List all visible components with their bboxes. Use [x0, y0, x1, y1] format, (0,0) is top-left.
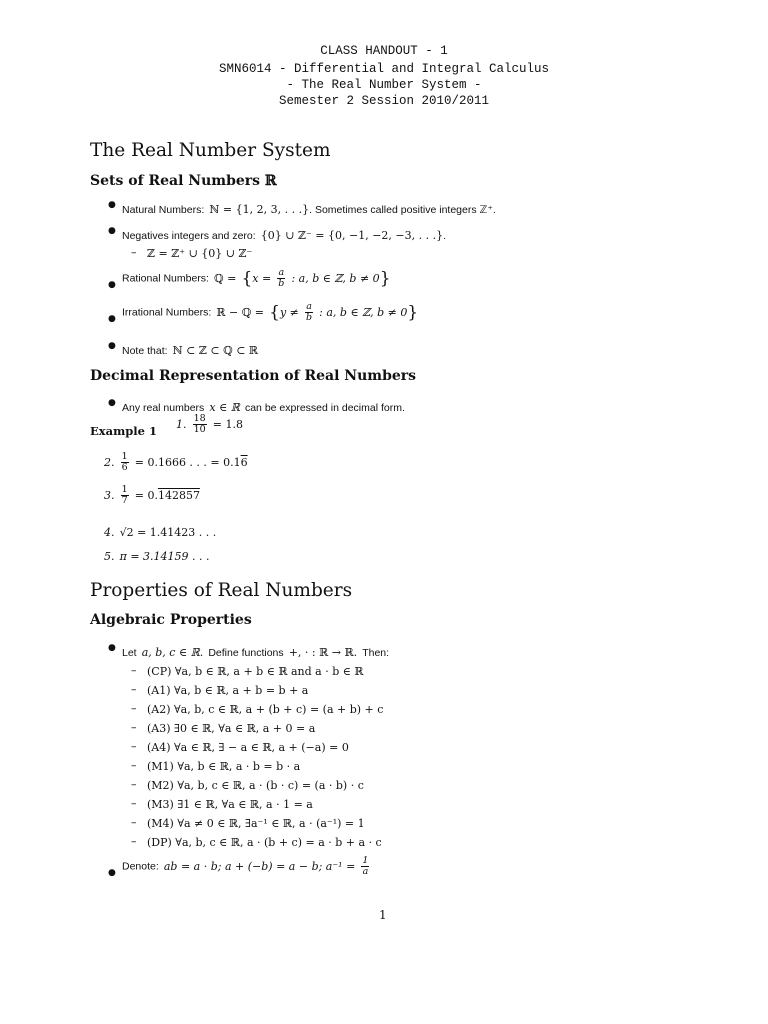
property-a4: (A4) ∀a ∈ ℝ, ∃ − a ∈ ℝ, a + (−a) = 0 — [147, 741, 349, 754]
section-title-real-number-system: The Real Number System — [90, 140, 331, 161]
dash-marker: – — [131, 740, 137, 753]
subsection-algebraic-properties: Algebraic Properties — [90, 612, 252, 628]
list-item-note: Note that: ℕ ⊂ ℤ ⊂ ℚ ⊂ ℝ — [122, 344, 259, 357]
section-title-properties: Properties of Real Numbers — [90, 580, 353, 601]
bullet-icon: ● — [108, 341, 116, 351]
dash-marker: – — [131, 721, 137, 734]
list-item-natural: Natural Numbers: ℕ = {1, 2, 3, . . .}. Sometimes called positive integers ℤ⁺. — [122, 203, 496, 216]
list-item-rational: Rational Numbers: ℚ = {x = $\frac{a}{b}$ : a, b ∈ ℤ, b ≠ 0} — [122, 267, 391, 289]
dash-marker: – — [131, 759, 137, 772]
property-m4: (M4) ∀a ≠ 0 ∈ ℝ, ∃a⁻¹ ∈ ℝ, a · (a⁻¹) = 1 — [147, 817, 365, 830]
list-item-irrational: Irrational Numbers: ℝ − ℚ = {y ≠ $\frac{a}{b}$ : a, b ∈ ℤ, b ≠ 0} — [122, 301, 419, 323]
dash-marker: – — [131, 246, 137, 259]
property-a3: (A3) ∃0 ∈ ℝ, ∀a ∈ ℝ, a + 0 = a — [147, 722, 316, 735]
algebraic-intro: Let a, b, c ∈ ℝ. Define functions +, · : ℝ → ℝ. Then: — [122, 646, 390, 659]
subsection-sets-of-real-numbers: Sets of Real Numbers ℝ — [90, 173, 277, 189]
example-item-1: 1. $\frac{18}{10}$ = 1.8 — [176, 413, 243, 435]
example-item-2: 2. $\frac{1}{6}$ = 0.1666 . . . = 0.16 — [104, 451, 248, 473]
bullet-icon: ● — [108, 868, 116, 878]
property-a2: (A2) ∀a, b, c ∈ ℝ, a + (b + c) = (a + b) + c — [147, 703, 384, 716]
bullet-icon: ● — [108, 643, 116, 653]
dash-marker: – — [131, 816, 137, 829]
dash-marker: – — [131, 683, 137, 696]
property-cp: (CP) ∀a, b ∈ ℝ, a + b ∈ ℝ and a · b ∈ ℝ — [147, 665, 364, 678]
property-m3: (M3) ∃1 ∈ ℝ, ∀a ∈ ℝ, a · 1 = a — [147, 798, 313, 811]
property-dp: (DP) ∀a, b, c ∈ ℝ, a · (b + c) = a · b + a · c — [147, 836, 382, 849]
header-line-3: - The Real Number System - — [286, 78, 482, 92]
property-m2: (M2) ∀a, b, c ∈ ℝ, a · (b · c) = (a · b) · c — [147, 779, 364, 792]
property-a1: (A1) ∀a, b ∈ ℝ, a + b = b + a — [147, 684, 309, 697]
dash-marker: – — [131, 835, 137, 848]
header-line-2: SMN6014 - Differential and Integral Calculus — [218, 62, 550, 76]
page-number: 1 — [379, 908, 387, 922]
example-item-3: 3. $\frac{1}{7}$ = 0.142857 — [104, 484, 200, 506]
denote-line: Denote: ab = a · b; a + (−b) = a − b; a⁻¹ = $\frac{1}{a}$ — [122, 855, 369, 877]
dash-marker: – — [131, 778, 137, 791]
example-label: Example 1 — [90, 424, 157, 438]
example-item-4: 4. √2 = 1.41423 . . . — [104, 526, 217, 539]
example-item-5: 5. π = 3.14159 . . . — [104, 550, 210, 563]
property-m1: (M1) ∀a, b ∈ ℝ, a · b = b · a — [147, 760, 301, 773]
list-item-negatives: Negatives integers and zero: {0} ∪ ℤ⁻ = {0, −1, −2, −3, . . .}. — [122, 229, 447, 242]
decimal-intro: Any real numbers x ∈ ℝ can be expressed in decimal form. — [122, 401, 405, 414]
bullet-icon: ● — [108, 226, 116, 236]
bullet-icon: ● — [108, 280, 116, 290]
dash-marker: – — [131, 702, 137, 715]
header-line-1: CLASS HANDOUT - 1 — [320, 44, 448, 58]
bullet-icon: ● — [108, 314, 116, 324]
z-definition: ℤ = ℤ⁺ ∪ {0} ∪ ℤ⁻ — [147, 247, 253, 260]
dash-marker: – — [131, 797, 137, 810]
bullet-icon: ● — [108, 398, 116, 408]
bullet-icon: ● — [108, 200, 116, 210]
dash-marker: – — [131, 664, 137, 677]
subsection-decimal-representation: Decimal Representation of Real Numbers — [90, 368, 417, 384]
header-line-4: Semester 2 Session 2010/2011 — [278, 94, 490, 108]
